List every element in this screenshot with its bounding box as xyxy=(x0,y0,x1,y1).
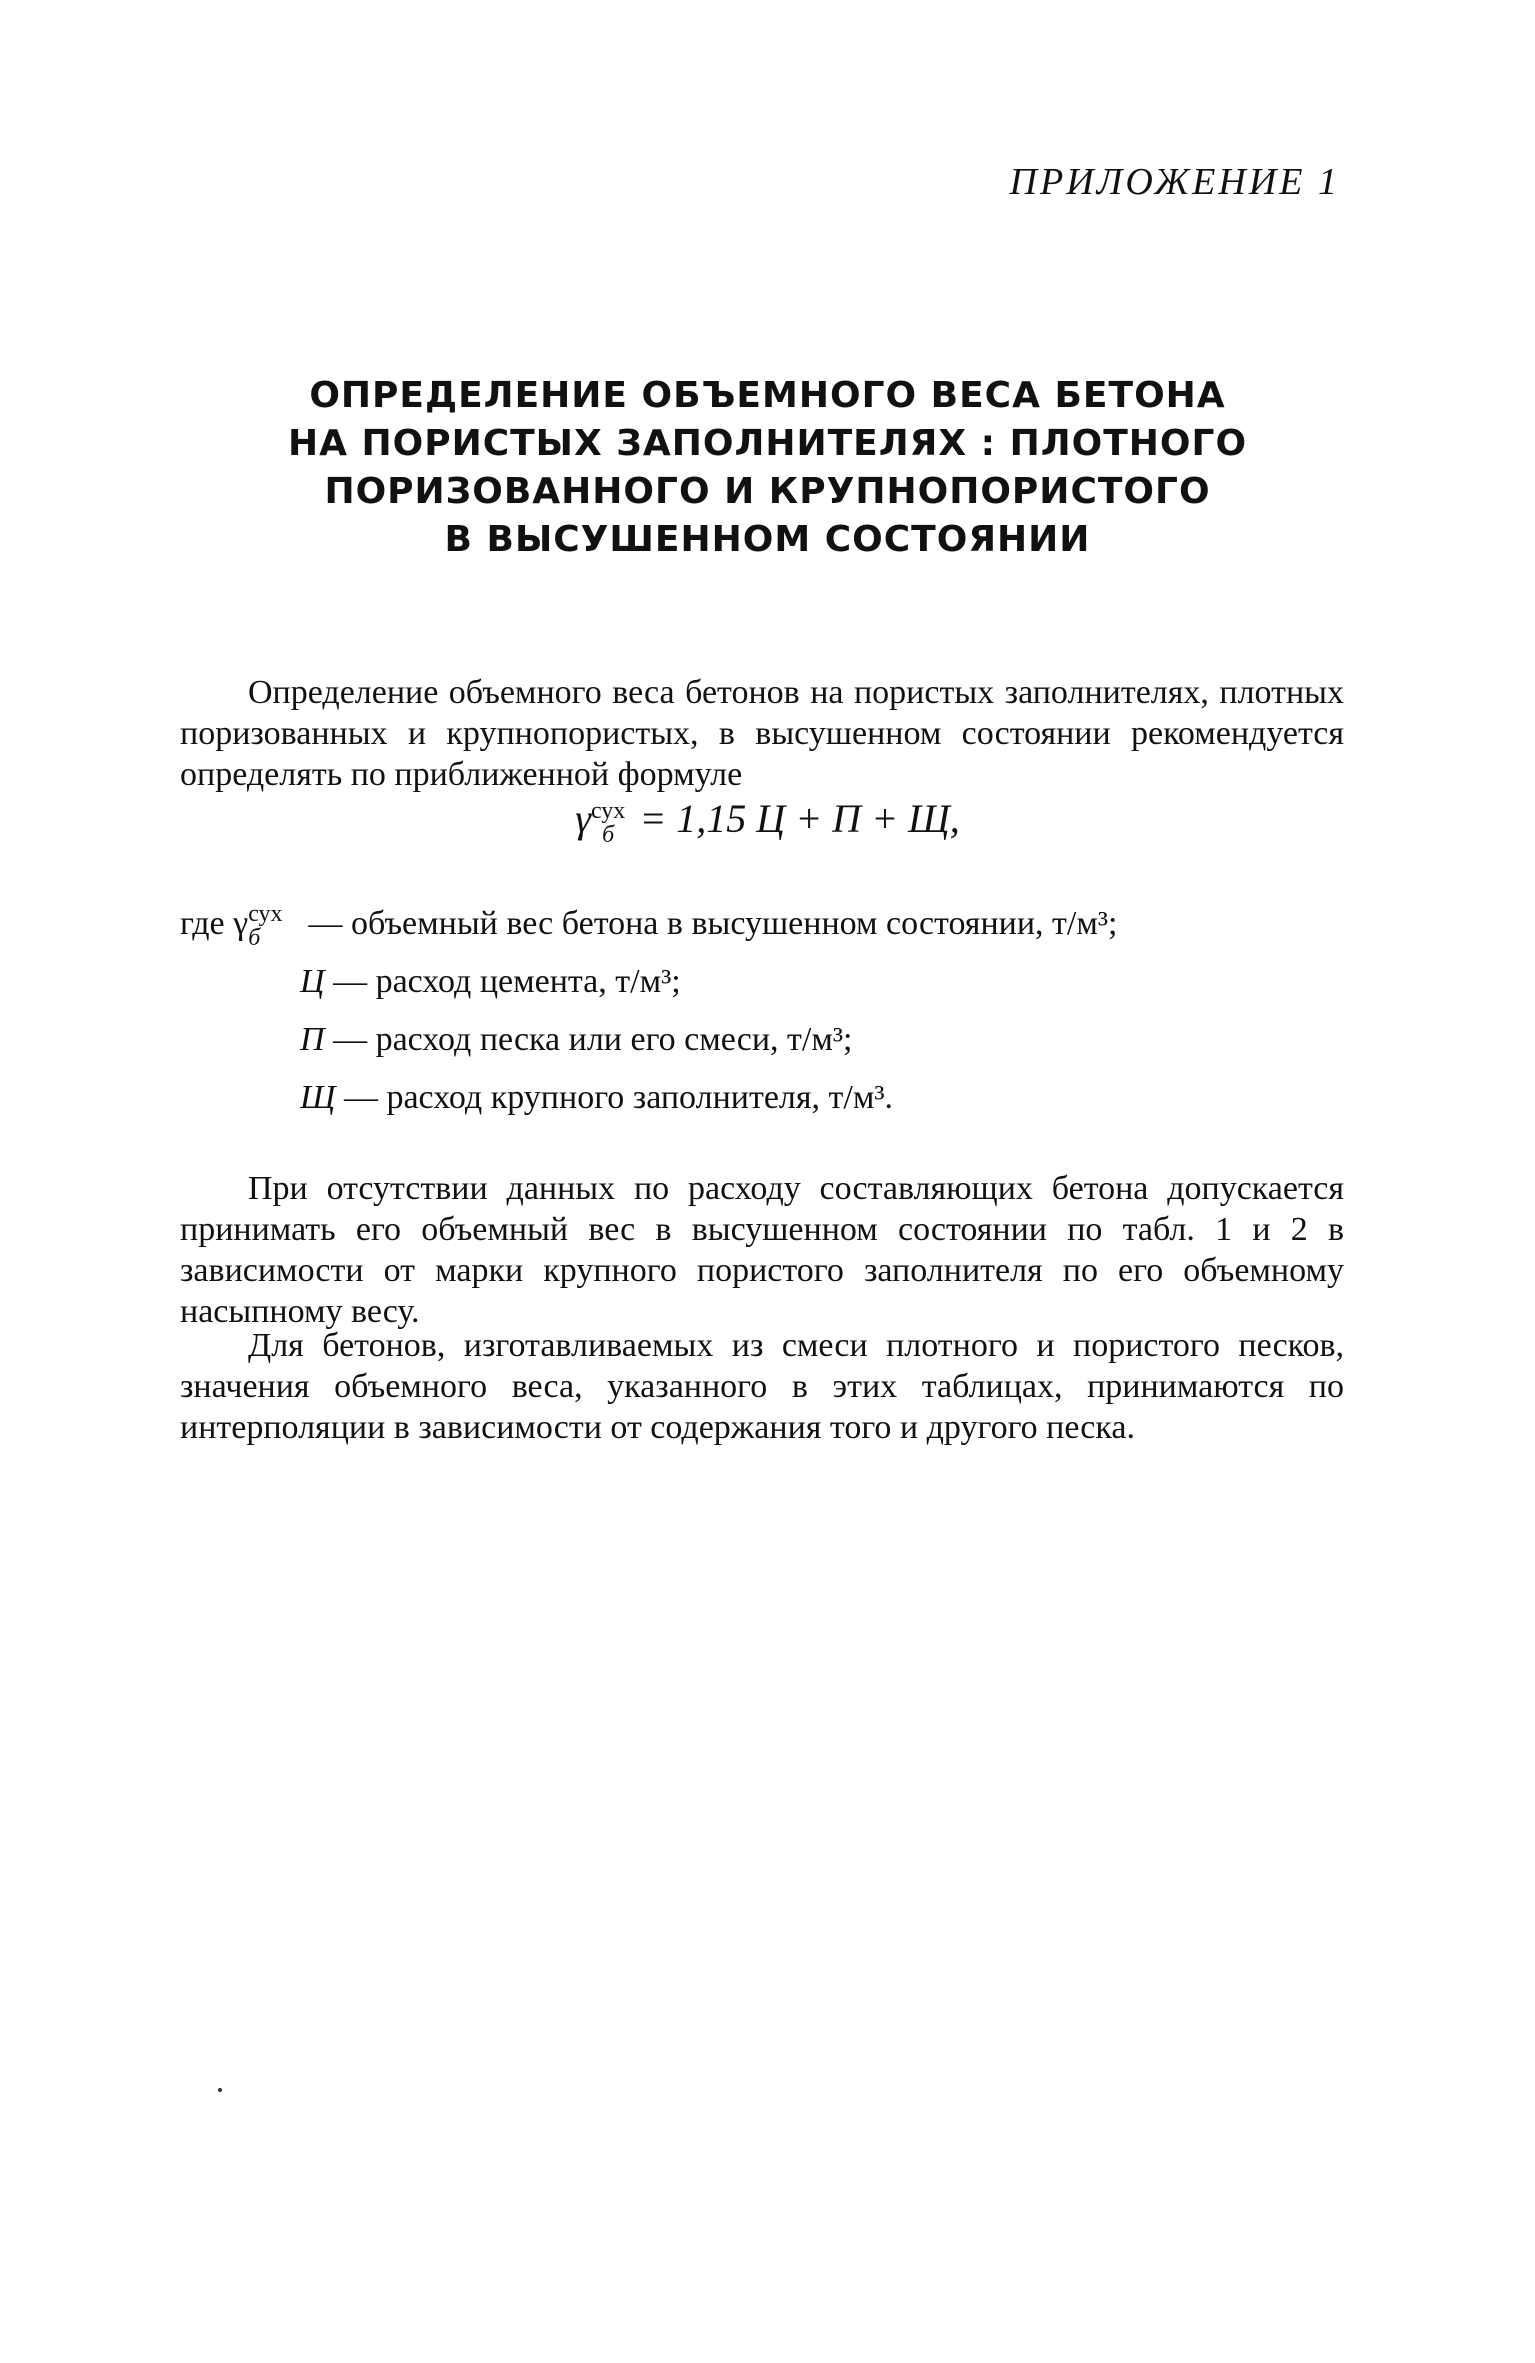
intro-paragraph: Определение объемного веса бетонов на пористых заполнителях, плотных поризованных и крупнопористых, в высушенном состоянии рекомендуется определять по приближенной формуле xyxy=(180,674,1344,793)
document-title xyxy=(180,372,1355,564)
formula-subscript: б xyxy=(602,821,615,848)
print-speck xyxy=(218,2088,222,2092)
where-word: где xyxy=(180,905,225,942)
definition-subscript: б xyxy=(248,925,261,952)
density-formula xyxy=(0,795,1535,847)
definition-text: — расход песка или его смеси, т/м³; xyxy=(333,1021,853,1058)
definition-text: — расход крупного заполнителя, т/м³. xyxy=(343,1079,894,1116)
title-line: НА ПОРИСТЫХ ЗАПОЛНИТЕЛЯХ : ПЛОТНОГО xyxy=(287,423,1248,464)
definition-row xyxy=(180,895,1344,953)
definition-symbol: Щ xyxy=(300,1079,336,1116)
variable-definitions xyxy=(180,895,1344,1127)
definition-lead xyxy=(180,895,300,953)
definition-symbol: γ xyxy=(233,905,249,942)
definition-superscript: сух xyxy=(248,901,283,928)
paragraph-missing-data: При отсутствии данных по расходу составляющих бетона допускается принимать его объемный вес в высушенном состоянии по табл. 1 и 2 в зависимости от марки крупного пористого заполнителя по его объемному насыпному весу. xyxy=(180,1170,1344,1330)
formula-symbol: γ xyxy=(575,796,591,841)
title-line: В ВЫСУШЕННОМ СОСТОЯНИИ xyxy=(444,519,1091,560)
definition-row xyxy=(180,1069,1344,1127)
definition-text: — объемный вес бетона в высушенном состоянии, т/м³; xyxy=(308,905,1118,942)
formula-indices xyxy=(591,799,625,847)
paragraph-mixed-sand: Для бетонов, изготавливаемых из смеси плотного и пористого песков, значения объемного веса, указанного в этих таблицах, принимаются по интерполяции в зависимости от содержания того и другого песка. xyxy=(180,1327,1344,1446)
definition-text: — расход цемента, т/м³; xyxy=(333,963,681,1000)
formula-superscript: сух xyxy=(590,797,626,824)
appendix-label: ПРИЛОЖЕНИЕ 1 xyxy=(1009,161,1340,203)
title-line: ПОРИЗОВАННОГО И КРУПНОПОРИСТОГО xyxy=(324,471,1211,512)
definition-indices xyxy=(248,902,282,950)
title-line: ОПРЕДЕЛЕНИЕ ОБЪЕМНОГО ВЕСА БЕТОНА xyxy=(309,375,1226,416)
definition-symbol: П xyxy=(300,1021,325,1058)
definition-row xyxy=(180,953,1344,1011)
definition-row xyxy=(180,1011,1344,1069)
definition-symbol: Ц xyxy=(300,963,325,1000)
formula-rhs: = 1,15 Ц + П + Щ, xyxy=(639,796,960,841)
